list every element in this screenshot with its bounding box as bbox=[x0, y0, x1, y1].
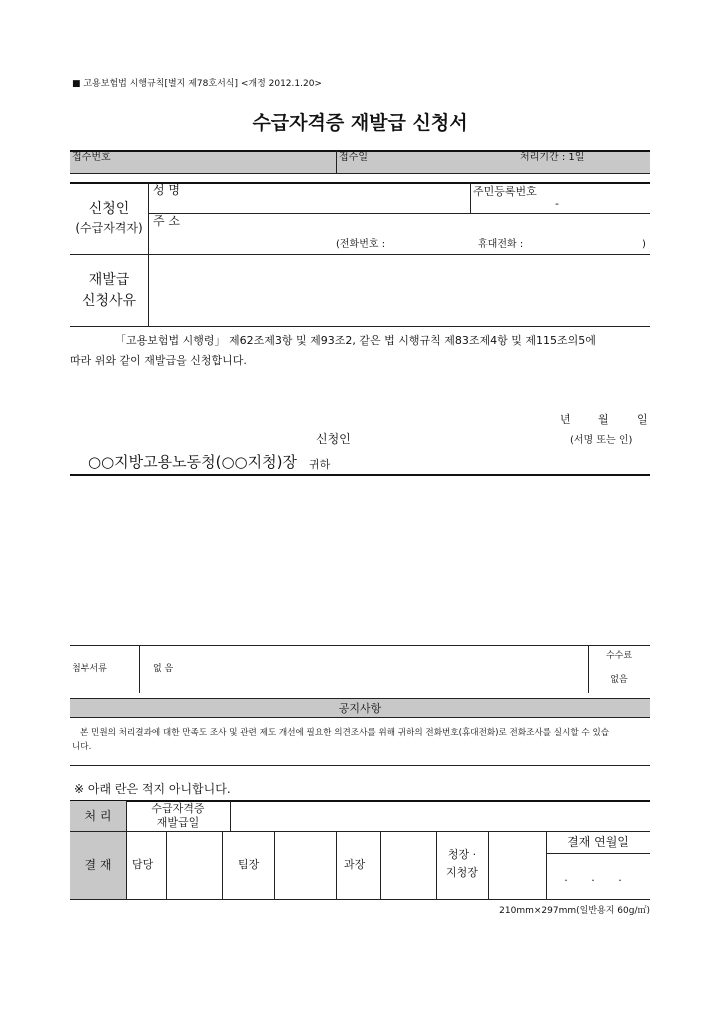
receipt-number-label: 접수번호 bbox=[72, 152, 111, 163]
date-day-label: 일 bbox=[637, 413, 648, 426]
phone-field[interactable] bbox=[395, 238, 465, 252]
applicant-section-label: 신청인 bbox=[88, 201, 130, 217]
approval-label: 결 재 bbox=[84, 858, 112, 872]
processing-period: 처리기간 : 1일 bbox=[520, 152, 585, 163]
signature-applicant-label: 신청인 bbox=[316, 432, 351, 446]
fee-value: 없음 bbox=[610, 675, 628, 685]
director-label: 청장 · bbox=[447, 848, 477, 861]
section-chief-sign-box[interactable] bbox=[382, 833, 434, 897]
approval-date-dots: . . . bbox=[564, 871, 632, 884]
mobile-field[interactable] bbox=[532, 238, 637, 252]
rrn-label: 주민등록번호 bbox=[473, 185, 537, 198]
reason-label: 재발급 bbox=[88, 272, 130, 288]
approval-date-label: 결재 연월일 bbox=[567, 835, 629, 849]
name-field[interactable] bbox=[153, 198, 463, 212]
name-label: 성 명 bbox=[153, 183, 180, 197]
address-label: 주 소 bbox=[153, 214, 180, 228]
rrn-dash: - bbox=[555, 197, 559, 210]
form-reference: ■ 고용보험법 시행규칙[별지 제78호서식] <개정 2012.1.20> bbox=[72, 79, 322, 89]
reason-sublabel: 신청사유 bbox=[81, 293, 137, 309]
page-title: 수급자격증 재발급 신청서 bbox=[252, 112, 468, 134]
sign-or-seal-label: (서명 또는 인) bbox=[570, 435, 633, 446]
director-sublabel: 지청장 bbox=[446, 866, 478, 879]
team-lead-label: 팀장 bbox=[238, 858, 260, 871]
date-year-label: 년 bbox=[560, 413, 571, 426]
office-use-note: ※ 아래 란은 적지 아니합니다. bbox=[74, 782, 231, 796]
date-month-label: 월 bbox=[598, 413, 609, 426]
address-field[interactable] bbox=[153, 228, 648, 238]
reissue-date-sublabel: 재발급일 bbox=[156, 816, 200, 829]
statement-line-1: 「고용보험법 시행령」 제62조제3항 및 제93조2, 같은 법 시행규칙 제83조제4항 및 제115조의5에 bbox=[115, 334, 596, 347]
attachments-label: 첨부서류 bbox=[72, 664, 107, 674]
phone-close-paren: ) bbox=[642, 239, 646, 250]
director-sign-box[interactable] bbox=[490, 833, 544, 897]
section-chief-label: 과장 bbox=[344, 858, 366, 871]
notice-line-2: 니다. bbox=[72, 742, 92, 752]
reissue-date-field[interactable] bbox=[232, 803, 648, 829]
receipt-date-label: 접수일 bbox=[339, 152, 368, 163]
officer-label: 담당 bbox=[132, 858, 154, 871]
signature-field[interactable] bbox=[360, 430, 560, 446]
process-label: 처 리 bbox=[84, 809, 112, 823]
applicant-section-sublabel: (수급자격자) bbox=[75, 221, 143, 235]
team-lead-sign-box[interactable] bbox=[276, 833, 334, 897]
paper-spec: 210mm×297mm(일반용지 60g/㎡) bbox=[499, 906, 650, 916]
fee-label: 수수료 bbox=[605, 651, 633, 661]
phone-label: (전화번호 : bbox=[336, 239, 386, 250]
rrn-field[interactable] bbox=[473, 198, 648, 212]
reason-field[interactable] bbox=[150, 256, 648, 324]
notice-line-1: 본 민원의 처리결과에 대한 만족도 조사 및 관련 제도 개선에 필요한 의견조사를 위해 귀하의 전화번호(휴대전화)로 전화조사를 실시할 수 있습 bbox=[80, 728, 610, 738]
addressee-honorific: 귀하 bbox=[309, 458, 331, 471]
officer-sign-box[interactable] bbox=[168, 833, 220, 897]
mobile-label: 휴대전화 : bbox=[478, 239, 524, 250]
addressee-office: ○○지방고용노동청(○○지청)장 bbox=[88, 453, 297, 471]
statement-line-2: 따라 위와 같이 재발급을 신청합니다. bbox=[70, 354, 247, 367]
attachments-value: 없 음 bbox=[153, 664, 174, 674]
reissue-date-label: 수급자격증 bbox=[151, 802, 205, 815]
notice-title: 공지사항 bbox=[338, 702, 382, 715]
